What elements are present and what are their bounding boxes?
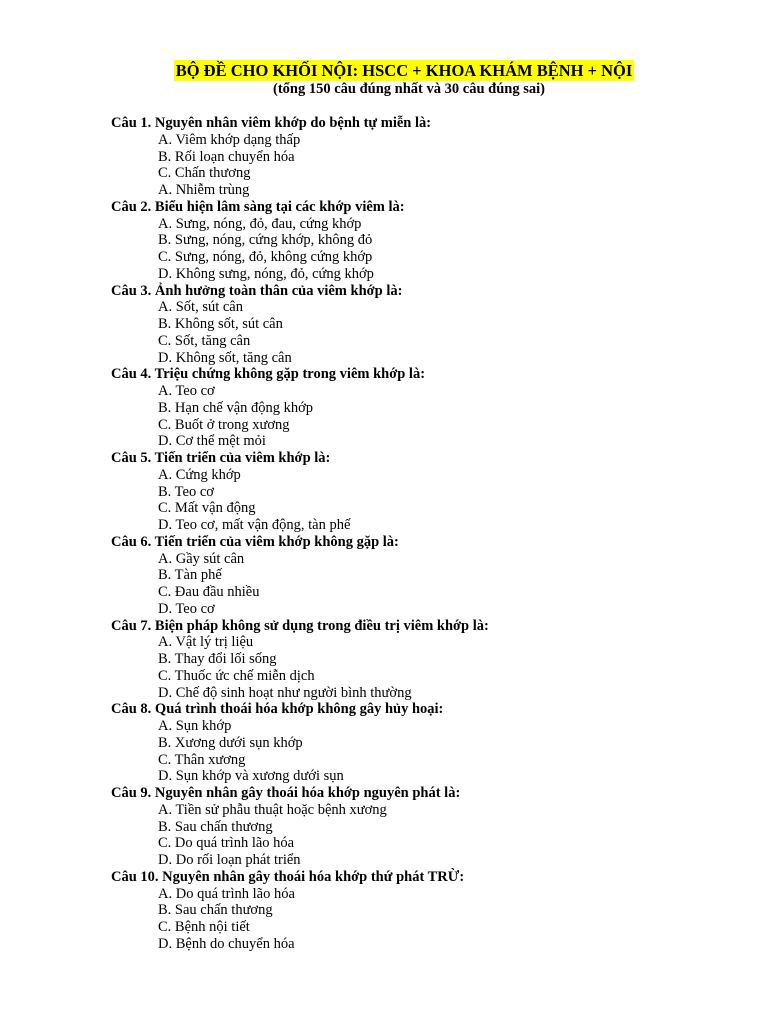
document-subtitle: (tổng 150 câu đúng nhất và 30 câu đúng sai) (273, 81, 545, 97)
answer-option: C. Sưng, nóng, đỏ, không cứng khớp (158, 249, 373, 265)
answer-option: B. Tàn phế (158, 567, 222, 584)
answer-option: D. Teo cơ, mất vận động, tàn phế (158, 517, 351, 533)
answer-option: D. Bệnh do chuyển hóa (158, 935, 295, 952)
answer-option: A. Cứng khớp (158, 466, 241, 483)
question-text: Câu 7. Biện pháp không sử dụng trong điều trị viêm khớp là: (111, 617, 489, 634)
answer-option: B. Rối loạn chuyển hóa (158, 148, 295, 165)
answer-option: B. Sưng, nóng, cứng khớp, không đỏ (158, 232, 373, 249)
question-3 (111, 283, 751, 367)
answer-option: A. Gầy sút cân (158, 550, 245, 567)
answer-option: B. Xương dưới sụn khớp (158, 734, 303, 751)
question-text: Câu 6. Tiến triển của viêm khớp không gặp là: (111, 533, 399, 550)
answer-option: C. Mất vận động (158, 500, 256, 517)
question-text: Câu 10. Nguyên nhân gây thoái hóa khớp thứ phát TRỪ: (111, 868, 465, 885)
answer-option: D. Không sốt, tăng cân (158, 349, 292, 366)
question-text: Câu 4. Triệu chứng không gặp trong viêm khớp là: (111, 366, 426, 383)
answer-option: D. Không sưng, nóng, đỏ, cứng khớp (158, 265, 374, 282)
answer-option: B. Hạn chế vận động khớp (158, 399, 314, 416)
answer-option: D. Do rối loạn phát triển (158, 852, 301, 868)
answer-option: A. Viêm khớp dạng thấp (158, 131, 301, 148)
question-7 (111, 618, 751, 702)
answer-option: A. Sốt, sút cân (158, 299, 243, 316)
question-9 (111, 785, 751, 869)
question-text: Câu 8. Quá trình thoái hóa khớp không gây hủy hoại: (111, 701, 444, 718)
title-text: BỘ ĐỀ CHO KHỐI NỘI: HSCC + KHOA KHÁM BỆNH + NỘI (175, 61, 633, 80)
answer-option: C. Do quá trình lão hóa (158, 835, 295, 852)
answer-option: A. Teo cơ (158, 383, 215, 399)
question-4 (111, 366, 751, 450)
answer-option: C. Sốt, tăng cân (158, 332, 251, 349)
question-text: Câu 2. Biểu hiện lâm sàng tại các khớp viêm là: (111, 198, 405, 215)
answer-option: C. Bệnh nội tiết (158, 919, 250, 935)
answer-option: B. Sau chấn thương (158, 902, 273, 919)
question-text: Câu 1. Nguyên nhân viêm khớp do bệnh tự miễn là: (111, 115, 432, 131)
answer-option: C. Thân xương (158, 751, 246, 768)
answer-option: A. Sụn khớp (158, 718, 232, 734)
answer-option: C. Đau đầu nhiều (158, 584, 260, 600)
answer-option: C. Buốt ở trong xương (158, 416, 290, 433)
answer-option: D. Cơ thể mệt mỏi (158, 433, 266, 450)
answer-option: B. Không sốt, sút cân (158, 316, 283, 332)
answer-option: B. Sau chấn thương (158, 818, 273, 835)
answer-option: A. Sưng, nóng, đỏ, đau, cứng khớp (158, 215, 362, 232)
question-1 (111, 115, 751, 199)
question-text: Câu 9. Nguyên nhân gây thoái hóa khớp nguyên phát là: (111, 785, 461, 801)
answer-option: A. Do quá trình lão hóa (158, 885, 295, 902)
answer-option: D. Teo cơ (158, 600, 215, 617)
answer-option: D. Sụn khớp và xương dưới sụn (158, 768, 344, 785)
question-10 (111, 869, 751, 953)
answer-option: B. Teo cơ (158, 483, 214, 500)
answer-option: A. Nhiễm trùng (158, 182, 250, 198)
answer-option: A. Tiền sử phẫu thuật hoặc bệnh xương (158, 801, 387, 818)
question-text: Câu 5. Tiến triển của viêm khớp là: (111, 450, 331, 466)
answer-option: B. Thay đổi lối sống (158, 651, 277, 667)
answer-option: C. Thuốc ức chế miễn dịch (158, 667, 315, 684)
question-2 (111, 199, 751, 283)
answer-option: A. Vật lý trị liệu (158, 634, 254, 651)
question-8 (111, 701, 751, 785)
question-5 (111, 450, 751, 534)
answer-option: D. Chế độ sinh hoạt như người bình thường (158, 684, 412, 701)
question-text: Câu 3. Ảnh hưởng toàn thân của viêm khớp là: (111, 282, 403, 299)
question-list (111, 115, 751, 953)
answer-option: C. Chấn thương (158, 165, 251, 182)
question-6 (111, 534, 751, 618)
